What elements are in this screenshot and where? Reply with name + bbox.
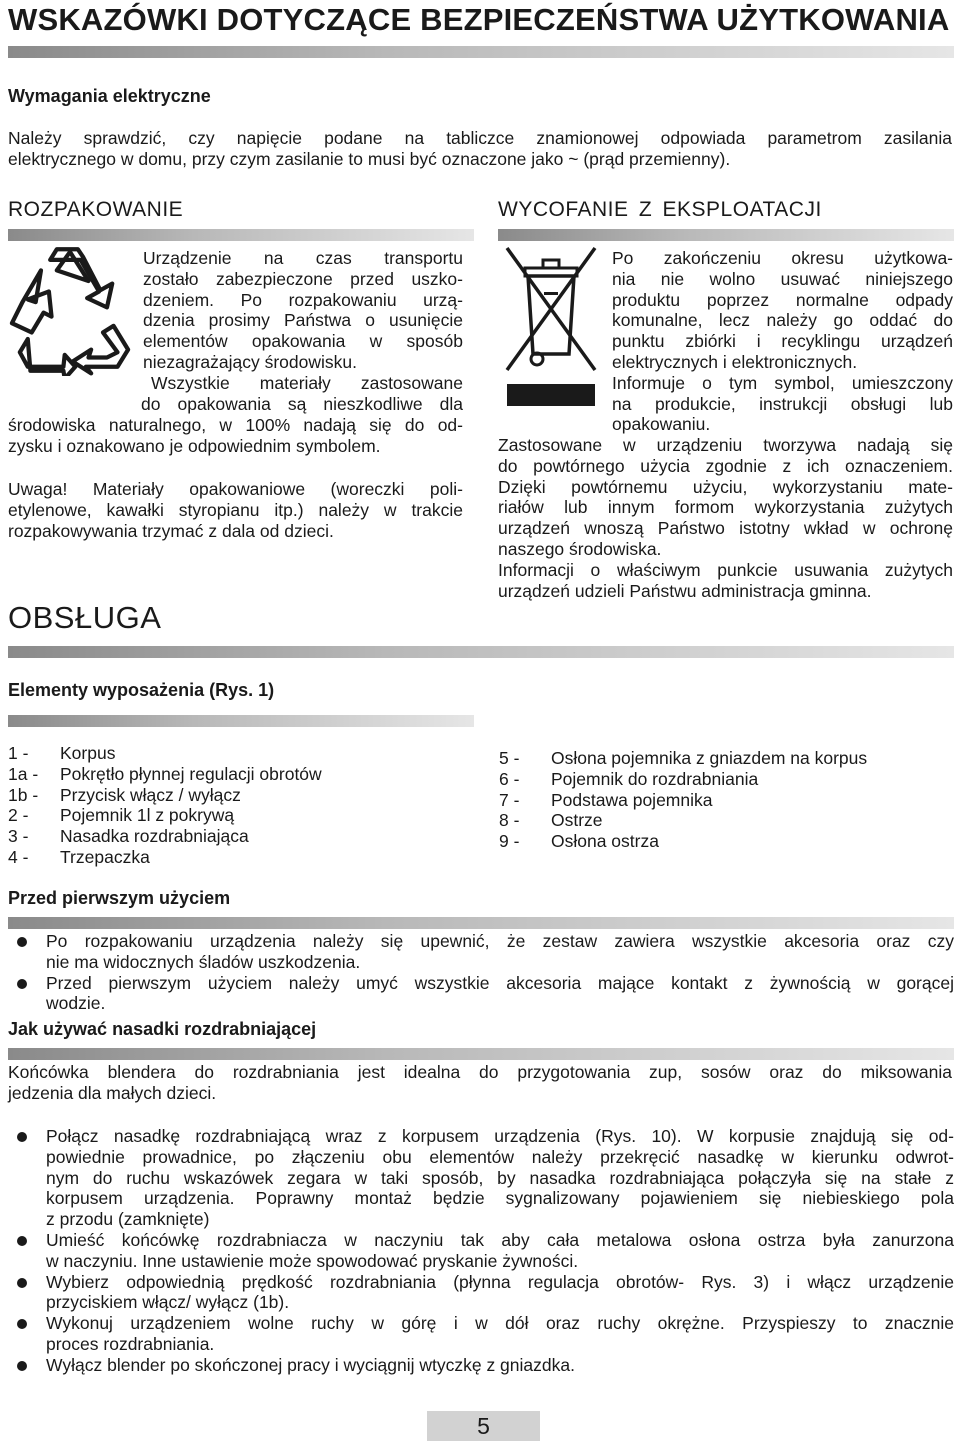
- bullet-icon: [17, 1361, 27, 1371]
- unpacking-line: środowiska naturalnego, w 100% nadają się do od-: [8, 415, 463, 435]
- unpacking-text-indented: [143, 248, 463, 414]
- list-item: Wyłącz blender po skończonej pracy i wyciągnij wtyczkę z gniazdka.: [8, 1355, 954, 1376]
- recycling-icon: [2, 244, 138, 376]
- list-item: Przed pierwszym użyciem należy umyć wszystkie akcesoria mające kontakt z żywnością w gorącej wodzie.: [8, 973, 954, 1015]
- disposal-line: urządzeń wnoszą Państwo istotny wkład w ochronę: [498, 518, 953, 539]
- disposal-line: komunalne, lecz należy go oddać do: [612, 310, 953, 331]
- disposal-line: produktu poprzez normalne odpady: [612, 289, 953, 310]
- list-item: 1b - Przycisk włącz / wyłącz: [8, 784, 241, 805]
- list-item: 3 - Nasadka rozdrabniająca: [8, 826, 249, 847]
- list-item: 6 - Pojemnik do rozdrabniania: [499, 768, 759, 789]
- electrical-heading: Wymagania elektryczne: [8, 86, 211, 106]
- warning-line: etylenowe, kawałki styropianu itp.) należy w trakcie: [8, 499, 463, 520]
- list-item: Połącz nasadkę rozdrabniającą wraz z korpusem urządzenia (Rys. 10). W korpusie znajdują się od- powiednie prowadnice, po złączeniu obu elementów należy przekręcić nasadkę w kierunku odwrot- nym do ruchu wskazówek zegara w taki sposób, by nasadka rozdrabniająca połączyła się na stałe z korpusem urządzenia. Poprawny montaż będzie sygnalizowany pojawieniem się niebieskiego pola z przodu (zamknięte): [8, 1126, 954, 1230]
- list-item: 2 - Pojemnik 1l z pokrywą: [8, 805, 235, 826]
- list-item: 7 - Podstawa pojemnika: [499, 789, 713, 810]
- list-item: 9 - Osłona ostrza: [499, 831, 659, 852]
- bullet-icon: [17, 979, 27, 989]
- operation-heading: OBSŁUGA: [8, 600, 162, 635]
- disposal-line: Dzięki powtórnemu użyciu, wykorzystaniu mate-: [498, 476, 953, 497]
- disposal-line: na produkcie, instrukcji obsługi lub: [612, 393, 953, 414]
- disposal-line: do powtórnego użycia zgodnie z ich oznaczeniem.: [498, 455, 953, 476]
- list-item: 1 - Korpus: [8, 743, 116, 763]
- warning-line: rozpakowywania trzymać z dala od dzieci.: [8, 520, 334, 541]
- unpacking-line: zysku i oznakowano je odpowiednim symbolem.: [8, 435, 381, 456]
- crossed-out-bin-icon: [503, 242, 599, 412]
- bullet-icon: [17, 1132, 27, 1142]
- disposal-line: riałów lub innym formom wykorzystania zużytych: [498, 497, 953, 518]
- list-item: 4 - Trzepaczka: [8, 846, 150, 867]
- chopper-heading: Jak używać nasadki rozdrabniającej: [8, 1019, 317, 1039]
- electrical-line-1: Należy sprawdzić, czy napięcie podane na tabliczce znamionowej odpowiada parametrom zasilania: [8, 128, 952, 148]
- unpacking-text-full: [8, 415, 463, 457]
- chopper-steps: [8, 1126, 954, 1376]
- list-item: Umieść końcówkę rozdrabniacza w naczyniu tak aby cała metalowa osłona ostrza była zanurzona w naczyniu. Inne ustawienie może spowodować pryskanie żywności.: [8, 1230, 954, 1272]
- unpacking-line: Urządzenie na czas transportu: [143, 248, 463, 268]
- disposal-line: urządzeń udzieli Państwu administracja gminna.: [498, 580, 872, 601]
- page-title: WSKAZÓWKI DOTYCZĄCE BEZPIECZEŃSTWA UŻYTKOWANIA: [8, 2, 950, 37]
- bullet-icon: [17, 1319, 27, 1329]
- first-use-heading: Przed pierwszym użyciem: [8, 888, 231, 908]
- list-item: Po rozpakowaniu urządzenia należy się upewnić, że zestaw zawiera wszystkie akcesoria oraz czy nie ma widocznych śladów uszkodzenia.: [8, 931, 954, 973]
- list-item: 8 - Ostrze: [499, 810, 603, 831]
- disposal-line: elektrycznych i elektronicznych.: [612, 351, 858, 372]
- disposal-heading: WYCOFANIE Z EKSPLOATACJI: [498, 198, 822, 221]
- parts-list-left: [8, 743, 322, 868]
- unpacking-divider: [8, 229, 474, 241]
- disposal-line: opakowaniu.: [612, 414, 711, 435]
- chopper-divider: [8, 1048, 954, 1060]
- list-item: 1a - Pokrętło płynnej regulacji obrotów: [8, 763, 322, 784]
- disposal-line: Po zakończeniu okresu użytkowa-: [612, 248, 953, 268]
- list-item: Wykonuj urządzeniem wolne ruchy w górę i w dół oraz ruchy okrężne. Przyspieszy to znacznie proces rozdrabniania.: [8, 1313, 954, 1355]
- electrical-text: [8, 128, 952, 170]
- first-use-divider: [8, 917, 954, 929]
- unpacking-warning: [8, 479, 463, 541]
- disposal-text-indented: [612, 248, 953, 435]
- warning-line: Uwaga! Materiały opakowaniowe (woreczki poli-: [8, 479, 463, 499]
- elements-heading: Elementy wyposażenia (Rys. 1): [8, 680, 275, 700]
- unpacking-heading: ROZPAKOWANIE: [8, 198, 184, 221]
- disposal-line: naszego środowiska.: [498, 538, 662, 559]
- unpacking-line: dzeniem. Po rozpakowaniu urzą-: [143, 289, 463, 310]
- unpacking-line: dzenia prosimy Państwa o usunięcie: [143, 310, 463, 331]
- bullet-icon: [17, 1278, 27, 1288]
- first-use-list: [8, 931, 954, 1014]
- disposal-text-full: [498, 435, 953, 601]
- chopper-intro: Końcówka blendera do rozdrabniania jest idealna do przygotowania zup, sosów oraz do miksowania jedzenia dla małych dzieci.: [8, 1062, 952, 1103]
- elements-divider: [8, 715, 474, 727]
- disposal-divider: [498, 229, 954, 241]
- disposal-line: Zastosowane w urządzeniu tworzywa nadają się: [498, 435, 953, 455]
- unpacking-line: niezagrażający środowisku.: [143, 351, 357, 372]
- list-item: Wybierz odpowiednią prędkość rozdrabniania (płynna regulacja obrotów- Rys. 3) i włącz urządzenie przyciskiem włącz/ wyłącz (1b).: [8, 1272, 954, 1314]
- page-number: 5: [427, 1411, 540, 1441]
- disposal-line: punktu zbiórki i recyklingu urządzeń: [612, 331, 953, 352]
- unpacking-line: Wszystkie materiały zastosowane: [151, 372, 463, 393]
- operation-divider: [8, 646, 954, 658]
- unpacking-line: do opakowania są nieszkodliwe dla: [141, 393, 463, 414]
- bullet-icon: [17, 1236, 27, 1246]
- disposal-line: Informuje o tym symbol, umieszczony: [612, 372, 953, 393]
- disposal-line: Informacji o właściwym punkcie usuwania zużytych: [498, 559, 953, 580]
- parts-list-right: [499, 748, 867, 852]
- bullet-icon: [17, 937, 27, 947]
- unpacking-line: elementów opakowania w sposób: [143, 331, 463, 352]
- title-divider: [8, 46, 954, 58]
- unpacking-line: zostało zabezpieczone przed uszko-: [143, 268, 463, 289]
- disposal-line: nia nie wolno usuwać niniejszego: [612, 268, 953, 289]
- electrical-line-2: elektrycznego w domu, przy czym zasilanie to musi być oznaczone jako ~ (prąd przemienny).: [8, 148, 731, 169]
- list-item: 5 - Osłona pojemnika z gniazdem na korpus: [499, 748, 868, 768]
